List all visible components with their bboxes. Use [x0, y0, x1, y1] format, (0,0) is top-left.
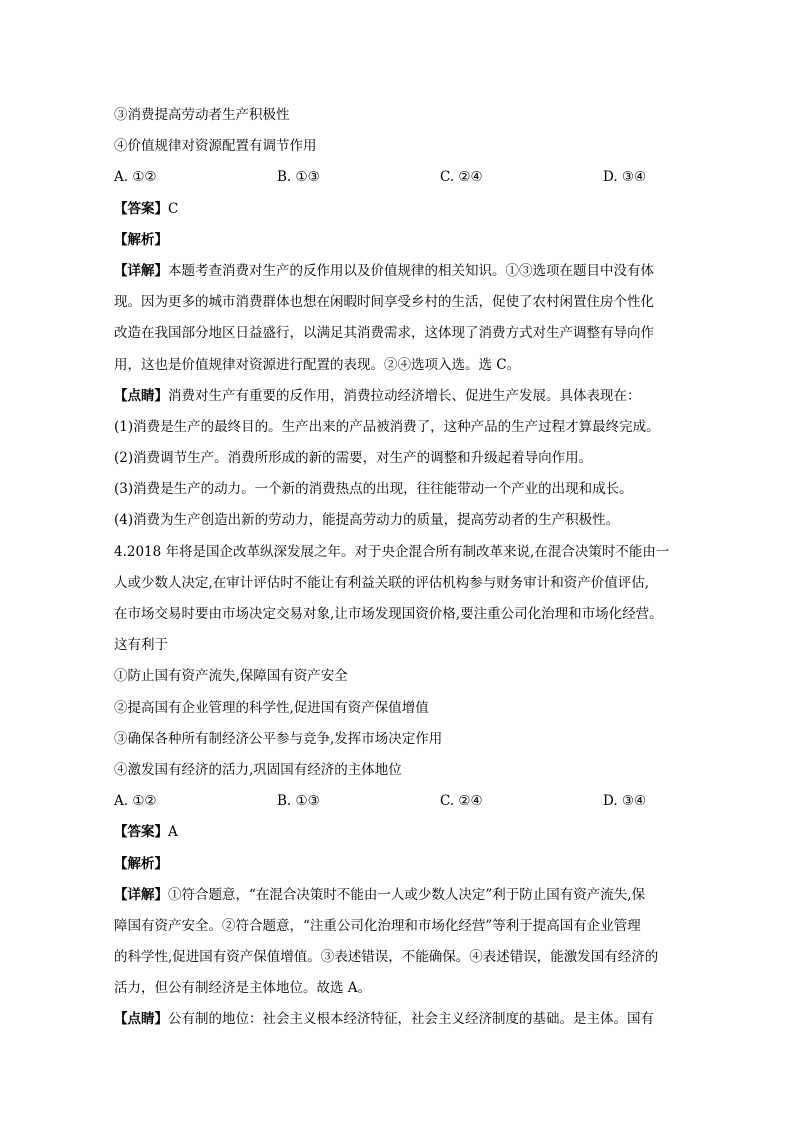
q4-item-2: ②提高国有企业管理的科学性,促进国有资产保值增值 [114, 699, 429, 716]
q4-answer [114, 817, 684, 848]
q3-option-a: A. ①② [114, 169, 157, 186]
q3-tip-line: (1)消费是生产的最终目的。生产出来的产品被消费了，这种产品的生产过程才算最终完成。 [114, 418, 660, 435]
q3-detail-label: 【详解】 [114, 262, 168, 279]
q4-detail-line: 障国有资产安全。②符合题意，“注重公司化治理和市场化经营”等利于提高国有企业管理 [114, 917, 641, 934]
q3-options [114, 162, 684, 193]
q4-option-c: C. ②④ [440, 793, 483, 810]
q4-detail-line: 活力，但公有制经济是主体地位。故选 A。 [114, 980, 372, 997]
q4-item-3: ③确保各种所有制经济公平参与竞争,发挥市场决定作用 [114, 730, 443, 747]
q4-tip-line [114, 1004, 684, 1035]
q3-tip-text: 消费对生产有重要的反作用，消费拉动经济增长、促进生产发展。具体表现在： [168, 387, 641, 404]
q4-detail-text: ①符合题意，“在混合决策时不能由一人或少数人决定”利于防止国有资产流失,保 [168, 886, 646, 903]
q4-option-d: D. ③④ [603, 793, 647, 810]
q3-answer-value: C [168, 200, 179, 217]
q4-stem-line: 人或少数人决定,在审计评估时不能让有利益关联的评估机构参与财务审计和资产价值评估, [114, 574, 650, 591]
q3-tip-line [114, 381, 684, 412]
q3-detail-line: 改造在我国部分地区日益盛行，以满足其消费需求，这体现了消费方式对生产调整有导向作 [114, 325, 654, 342]
q4-options [114, 786, 684, 817]
q3-item-3: ③消费提高劳动者生产积极性 [114, 107, 290, 123]
q3-tip-line: (2)消费调节生产。消费所形成的新的需要，对生产的调整和升级起着导向作用。 [114, 450, 593, 467]
q4-detail-line: 的科学性,促进国有资产保值增值。③表述错误，不能确保。④表述错误，能激发国有经济的 [114, 949, 659, 966]
q4-item-4: ④激发国有经济的活力,巩固国有经济的主体地位 [114, 761, 402, 778]
q3-answer-label: 【答案】 [114, 200, 168, 217]
q4-option-b: B. ①③ [277, 793, 320, 810]
q3-detail-line [114, 256, 684, 287]
q4-detail-label: 【详解】 [114, 886, 168, 903]
q3-tip-label: 【点睛】 [114, 387, 168, 404]
q4-answer-label: 【答案】 [114, 824, 168, 841]
q3-option-d: D. ③④ [603, 169, 647, 186]
q3-detail-line: 用，这也是价值规律对资源进行配置的表现。②④选项入选。选 C。 [114, 356, 521, 373]
q4-answer-value: A [168, 824, 178, 841]
q4-stem-line: 在市场交易时要由市场决定交易对象,让市场发现国资价格,要注重公司化治理和市场化经营。 [114, 606, 663, 622]
q3-detail-line: 现。因为更多的城市消费群体也想在闲暇时间享受乡村的生活，促使了农村闲置住房个性化 [114, 294, 654, 311]
q3-analysis-label: 【解析】 [114, 231, 168, 248]
q3-tip-line: (3)消费是生产的动力。一个新的消费热点的出现，往往能带动一个产业的出现和成长。 [114, 481, 633, 498]
q3-option-c: C. ②④ [440, 169, 483, 186]
q3-detail-text: 本题考查消费对生产的反作用以及价值规律的相关知识。①③选项在题目中没有体 [168, 262, 654, 279]
q4-tip-label: 【点睛】 [114, 1011, 168, 1028]
q3-item-4: ④价值规律对资源配置有调节作用 [114, 138, 317, 155]
q4-tip-text: 公有制的地位：社会主义根本经济特征，社会主义经济制度的基础。是主体。国有 [168, 1011, 654, 1028]
q4-stem-line: 这有利于 [114, 637, 168, 654]
q3-option-b: B. ①③ [277, 169, 320, 186]
document-page [114, 100, 684, 1036]
q4-stem-line: 4.2018 年将是国企改革纵深发展之年。对于央企混合所有制改革来说,在混合决策时不能由一 [114, 543, 670, 560]
q3-answer [114, 194, 684, 225]
q3-tip-line: (4)消费为生产创造出新的劳动力，能提高劳动力的质量，提高劳动者的生产积极性。 [114, 512, 620, 529]
q4-item-1: ①防止国有资产流失,保障国有资产安全 [114, 668, 348, 685]
q4-option-a: A. ①② [114, 793, 157, 810]
q4-detail-line [114, 880, 684, 911]
q4-analysis-label: 【解析】 [114, 855, 168, 872]
